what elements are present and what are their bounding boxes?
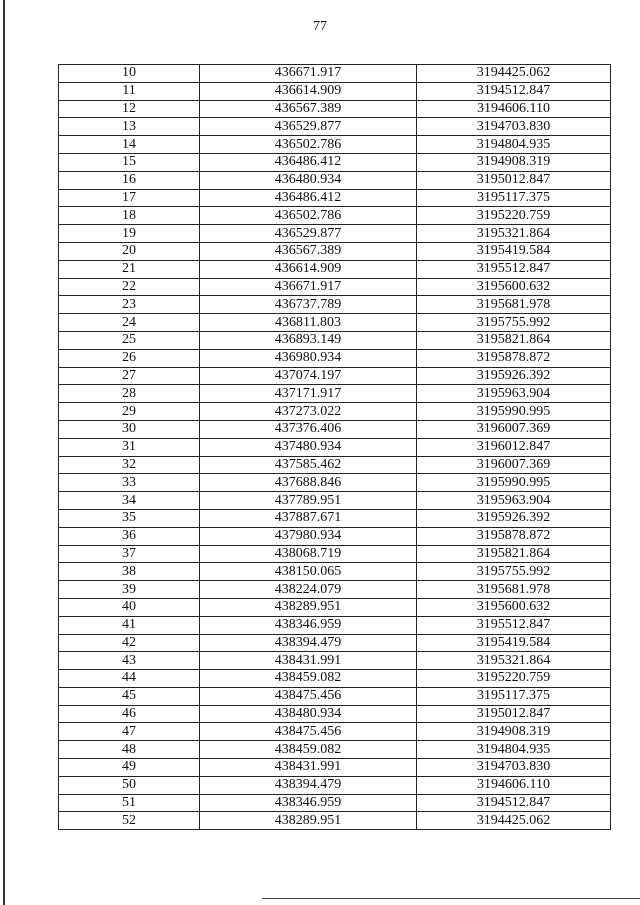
point-number-cell: 10 xyxy=(59,65,200,83)
page-left-border xyxy=(3,0,5,905)
table-row xyxy=(59,563,611,581)
table-row xyxy=(59,207,611,225)
table-row xyxy=(59,225,611,243)
x-coordinate-cell: 436480.934 xyxy=(200,171,417,189)
point-number-cell: 22 xyxy=(59,278,200,296)
y-coordinate-cell: 3195963.904 xyxy=(417,492,611,510)
x-coordinate-cell: 436486.412 xyxy=(200,189,417,207)
x-coordinate-cell: 437688.846 xyxy=(200,474,417,492)
table-row xyxy=(59,509,611,527)
y-coordinate-cell: 3195512.847 xyxy=(417,616,611,634)
point-number-cell: 13 xyxy=(59,118,200,136)
y-coordinate-cell: 3195755.992 xyxy=(417,563,611,581)
y-coordinate-cell: 3195220.759 xyxy=(417,670,611,688)
x-coordinate-cell: 436502.786 xyxy=(200,207,417,225)
point-number-cell: 49 xyxy=(59,759,200,777)
x-coordinate-cell: 437980.934 xyxy=(200,527,417,545)
y-coordinate-cell: 3194512.847 xyxy=(417,82,611,100)
x-coordinate-cell: 437273.022 xyxy=(200,403,417,421)
table-row xyxy=(59,741,611,759)
y-coordinate-cell: 3195012.847 xyxy=(417,705,611,723)
x-coordinate-cell: 438459.082 xyxy=(200,741,417,759)
y-coordinate-cell: 3195821.864 xyxy=(417,331,611,349)
point-number-cell: 25 xyxy=(59,331,200,349)
table-row xyxy=(59,456,611,474)
y-coordinate-cell: 3194908.319 xyxy=(417,723,611,741)
point-number-cell: 33 xyxy=(59,474,200,492)
table-row xyxy=(59,438,611,456)
y-coordinate-cell: 3195755.992 xyxy=(417,314,611,332)
y-coordinate-cell: 3195419.584 xyxy=(417,634,611,652)
y-coordinate-cell: 3195419.584 xyxy=(417,242,611,260)
y-coordinate-cell: 3194425.062 xyxy=(417,65,611,83)
point-number-cell: 41 xyxy=(59,616,200,634)
table-row xyxy=(59,100,611,118)
y-coordinate-cell: 3195681.978 xyxy=(417,581,611,599)
coordinates-table xyxy=(58,64,611,830)
y-coordinate-cell: 3195878.872 xyxy=(417,527,611,545)
x-coordinate-cell: 438431.991 xyxy=(200,652,417,670)
x-coordinate-cell: 437887.671 xyxy=(200,509,417,527)
y-coordinate-cell: 3196007.369 xyxy=(417,456,611,474)
table-row xyxy=(59,776,611,794)
y-coordinate-cell: 3195321.864 xyxy=(417,652,611,670)
table-row xyxy=(59,812,611,830)
table-row xyxy=(59,723,611,741)
table-row xyxy=(59,581,611,599)
point-number-cell: 52 xyxy=(59,812,200,830)
table-row xyxy=(59,759,611,777)
point-number-cell: 29 xyxy=(59,403,200,421)
point-number-cell: 37 xyxy=(59,545,200,563)
x-coordinate-cell: 436980.934 xyxy=(200,349,417,367)
y-coordinate-cell: 3194512.847 xyxy=(417,794,611,812)
point-number-cell: 26 xyxy=(59,349,200,367)
table-row xyxy=(59,296,611,314)
point-number-cell: 34 xyxy=(59,492,200,510)
point-number-cell: 51 xyxy=(59,794,200,812)
table-row xyxy=(59,260,611,278)
y-coordinate-cell: 3194908.319 xyxy=(417,153,611,171)
point-number-cell: 30 xyxy=(59,420,200,438)
y-coordinate-cell: 3194804.935 xyxy=(417,136,611,154)
table-row xyxy=(59,634,611,652)
y-coordinate-cell: 3194425.062 xyxy=(417,812,611,830)
x-coordinate-cell: 436671.917 xyxy=(200,65,417,83)
x-coordinate-cell: 438150.065 xyxy=(200,563,417,581)
x-coordinate-cell: 436614.909 xyxy=(200,260,417,278)
x-coordinate-cell: 438068.719 xyxy=(200,545,417,563)
table-row xyxy=(59,82,611,100)
point-number-cell: 11 xyxy=(59,82,200,100)
y-coordinate-cell: 3195990.995 xyxy=(417,403,611,421)
y-coordinate-cell: 3195117.375 xyxy=(417,687,611,705)
coordinates-table-body xyxy=(59,65,611,830)
table-row xyxy=(59,705,611,723)
x-coordinate-cell: 437585.462 xyxy=(200,456,417,474)
point-number-cell: 50 xyxy=(59,776,200,794)
table-row xyxy=(59,420,611,438)
table-row xyxy=(59,278,611,296)
y-coordinate-cell: 3194703.830 xyxy=(417,118,611,136)
table-row xyxy=(59,794,611,812)
table-row xyxy=(59,545,611,563)
x-coordinate-cell: 438346.959 xyxy=(200,616,417,634)
table-row xyxy=(59,616,611,634)
x-coordinate-cell: 436486.412 xyxy=(200,153,417,171)
table-row xyxy=(59,118,611,136)
x-coordinate-cell: 437789.951 xyxy=(200,492,417,510)
x-coordinate-cell: 436737.789 xyxy=(200,296,417,314)
y-coordinate-cell: 3195220.759 xyxy=(417,207,611,225)
x-coordinate-cell: 436893.149 xyxy=(200,331,417,349)
table-row xyxy=(59,385,611,403)
table-row xyxy=(59,670,611,688)
table-row xyxy=(59,652,611,670)
y-coordinate-cell: 3195600.632 xyxy=(417,598,611,616)
y-coordinate-cell: 3195821.864 xyxy=(417,545,611,563)
point-number-cell: 19 xyxy=(59,225,200,243)
x-coordinate-cell: 436811.803 xyxy=(200,314,417,332)
point-number-cell: 48 xyxy=(59,741,200,759)
table-row xyxy=(59,136,611,154)
x-coordinate-cell: 436614.909 xyxy=(200,82,417,100)
x-coordinate-cell: 437480.934 xyxy=(200,438,417,456)
x-coordinate-cell: 436567.389 xyxy=(200,100,417,118)
point-number-cell: 42 xyxy=(59,634,200,652)
point-number-cell: 47 xyxy=(59,723,200,741)
x-coordinate-cell: 436502.786 xyxy=(200,136,417,154)
table-row xyxy=(59,474,611,492)
table-row xyxy=(59,349,611,367)
y-coordinate-cell: 3195926.392 xyxy=(417,367,611,385)
y-coordinate-cell: 3195878.872 xyxy=(417,349,611,367)
point-number-cell: 46 xyxy=(59,705,200,723)
table-row xyxy=(59,242,611,260)
point-number-cell: 12 xyxy=(59,100,200,118)
x-coordinate-cell: 438475.456 xyxy=(200,723,417,741)
point-number-cell: 36 xyxy=(59,527,200,545)
x-coordinate-cell: 438475.456 xyxy=(200,687,417,705)
x-coordinate-cell: 438346.959 xyxy=(200,794,417,812)
x-coordinate-cell: 438480.934 xyxy=(200,705,417,723)
point-number-cell: 23 xyxy=(59,296,200,314)
point-number-cell: 40 xyxy=(59,598,200,616)
point-number-cell: 39 xyxy=(59,581,200,599)
point-number-cell: 35 xyxy=(59,509,200,527)
y-coordinate-cell: 3196012.847 xyxy=(417,438,611,456)
table-row xyxy=(59,153,611,171)
table-row xyxy=(59,527,611,545)
x-coordinate-cell: 438394.479 xyxy=(200,634,417,652)
x-coordinate-cell: 436529.877 xyxy=(200,225,417,243)
x-coordinate-cell: 438431.991 xyxy=(200,759,417,777)
y-coordinate-cell: 3196007.369 xyxy=(417,420,611,438)
y-coordinate-cell: 3194804.935 xyxy=(417,741,611,759)
y-coordinate-cell: 3195926.392 xyxy=(417,509,611,527)
y-coordinate-cell: 3195963.904 xyxy=(417,385,611,403)
table-row xyxy=(59,171,611,189)
table-row xyxy=(59,367,611,385)
y-coordinate-cell: 3195321.864 xyxy=(417,225,611,243)
table-row xyxy=(59,687,611,705)
table-row xyxy=(59,331,611,349)
y-coordinate-cell: 3195512.847 xyxy=(417,260,611,278)
x-coordinate-cell: 437376.406 xyxy=(200,420,417,438)
table-row xyxy=(59,598,611,616)
bottom-rule xyxy=(262,898,640,899)
point-number-cell: 27 xyxy=(59,367,200,385)
page-number: 77 xyxy=(313,19,327,34)
point-number-cell: 21 xyxy=(59,260,200,278)
point-number-cell: 43 xyxy=(59,652,200,670)
x-coordinate-cell: 437074.197 xyxy=(200,367,417,385)
x-coordinate-cell: 436529.877 xyxy=(200,118,417,136)
point-number-cell: 18 xyxy=(59,207,200,225)
x-coordinate-cell: 436567.389 xyxy=(200,242,417,260)
point-number-cell: 38 xyxy=(59,563,200,581)
point-number-cell: 20 xyxy=(59,242,200,260)
x-coordinate-cell: 438394.479 xyxy=(200,776,417,794)
point-number-cell: 31 xyxy=(59,438,200,456)
x-coordinate-cell: 438289.951 xyxy=(200,812,417,830)
point-number-cell: 32 xyxy=(59,456,200,474)
point-number-cell: 16 xyxy=(59,171,200,189)
point-number-cell: 15 xyxy=(59,153,200,171)
y-coordinate-cell: 3195600.632 xyxy=(417,278,611,296)
x-coordinate-cell: 438224.079 xyxy=(200,581,417,599)
point-number-cell: 14 xyxy=(59,136,200,154)
x-coordinate-cell: 438289.951 xyxy=(200,598,417,616)
x-coordinate-cell: 438459.082 xyxy=(200,670,417,688)
point-number-cell: 45 xyxy=(59,687,200,705)
table-row xyxy=(59,403,611,421)
point-number-cell: 44 xyxy=(59,670,200,688)
y-coordinate-cell: 3195117.375 xyxy=(417,189,611,207)
table-row xyxy=(59,492,611,510)
y-coordinate-cell: 3194606.110 xyxy=(417,100,611,118)
table-row xyxy=(59,314,611,332)
y-coordinate-cell: 3194703.830 xyxy=(417,759,611,777)
point-number-cell: 24 xyxy=(59,314,200,332)
y-coordinate-cell: 3194606.110 xyxy=(417,776,611,794)
x-coordinate-cell: 436671.917 xyxy=(200,278,417,296)
point-number-cell: 28 xyxy=(59,385,200,403)
point-number-cell: 17 xyxy=(59,189,200,207)
table-row xyxy=(59,65,611,83)
y-coordinate-cell: 3195012.847 xyxy=(417,171,611,189)
y-coordinate-cell: 3195681.978 xyxy=(417,296,611,314)
x-coordinate-cell: 437171.917 xyxy=(200,385,417,403)
y-coordinate-cell: 3195990.995 xyxy=(417,474,611,492)
table-row xyxy=(59,189,611,207)
